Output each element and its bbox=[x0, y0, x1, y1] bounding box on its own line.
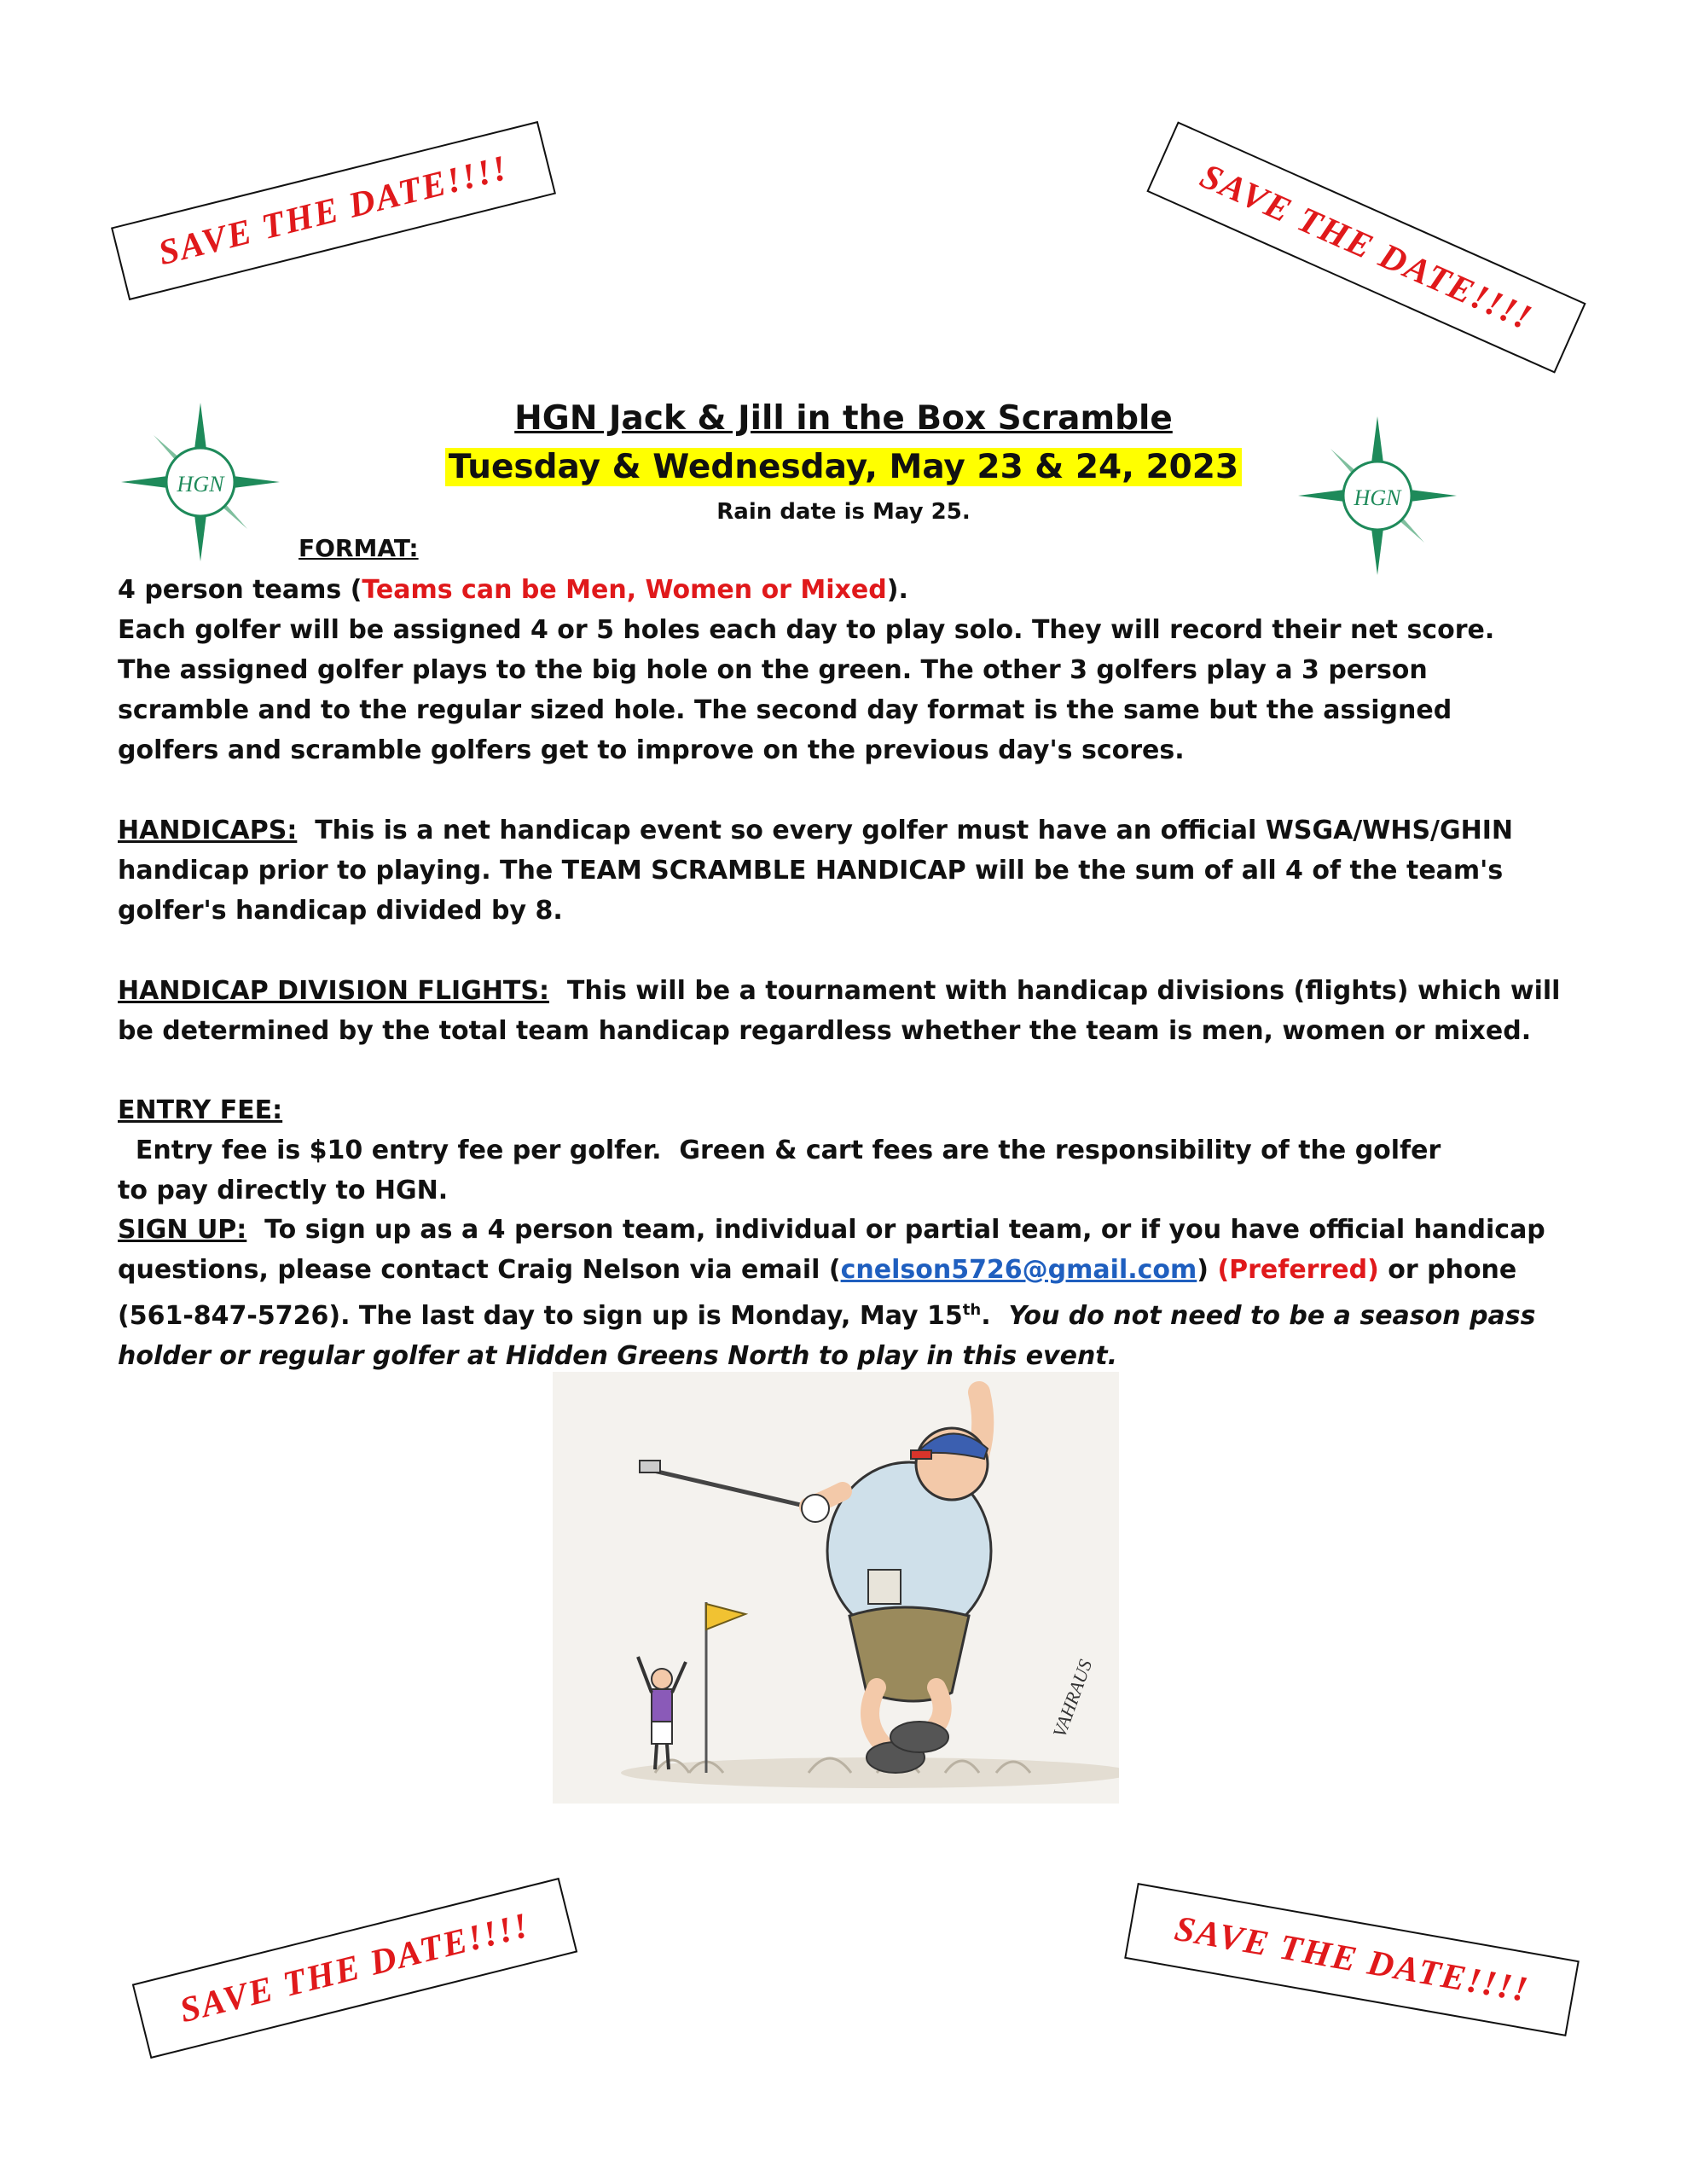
email-link[interactable]: cnelson5726@gmail.com bbox=[840, 1255, 1197, 1285]
sign-up-line-2 bbox=[118, 1250, 1585, 1290]
format-line-3: scramble and to the regular sized hole. The second day format is the same but the assigned bbox=[118, 695, 1452, 725]
sign-up-text-3-end: . bbox=[981, 1301, 1009, 1331]
season-pass-note-1: You do not need to be a season pass bbox=[1008, 1301, 1536, 1331]
sign-up-text-2-end: or phone bbox=[1378, 1255, 1517, 1285]
event-dates bbox=[0, 448, 1687, 486]
format-line-2: The assigned golfer plays to the big hole on the green. The other 3 golfers play a 3 person bbox=[118, 655, 1428, 685]
handicaps-text-1: This is a net handicap event so every golfer must have an official WSGA/WHS/GHIN bbox=[297, 816, 1514, 845]
team-suffix: ). bbox=[886, 575, 908, 605]
format-line-1: Each golfer will be assigned 4 or 5 holes each day to play solo. They will record their net score. bbox=[118, 615, 1495, 645]
entry-fee-line-2: to pay directly to HGN. bbox=[118, 1176, 449, 1205]
golfer-cartoon-illustration bbox=[553, 1372, 1119, 1804]
handicaps-line-3: golfer's handicap divided by 8. bbox=[118, 896, 563, 926]
sign-up-line-4 bbox=[118, 1336, 1585, 1376]
team-composition-line bbox=[118, 570, 1585, 610]
hgn-logo-text-right: HGN bbox=[1354, 485, 1401, 510]
season-pass-note-2: holder or regular golfer at Hidden Greens North to play in this event. bbox=[118, 1341, 1118, 1371]
entry-fee-section bbox=[118, 1090, 1585, 1211]
format-line-4: golfers and scramble golfers get to improve on the previous day's scores. bbox=[118, 735, 1185, 765]
flights-text-1: This will be a tournament with handicap divisions (flights) which will bbox=[549, 976, 1561, 1006]
artist-signature: VAHRAUS bbox=[1048, 1656, 1097, 1740]
sign-up-section bbox=[118, 1210, 1585, 1376]
team-prefix: 4 person teams ( bbox=[118, 575, 362, 605]
entry-fee-text-1: Entry fee is $10 entry fee per golfer. Green & cart fees are the responsibility of the golfer bbox=[118, 1136, 1441, 1165]
team-highlight: Teams can be Men, Women or Mixed bbox=[362, 575, 887, 605]
format-label: FORMAT: bbox=[299, 534, 419, 562]
flights-section bbox=[118, 971, 1585, 1051]
save-the-date-stamp-bottom-left: SAVE THE DATE!!!! bbox=[132, 1878, 577, 2059]
handicaps-line-2: handicap prior to playing. The TEAM SCRAMBLE HANDICAP will be the sum of all 4 of the team's bbox=[118, 856, 1504, 886]
sign-up-label: SIGN UP: bbox=[118, 1215, 247, 1245]
entry-fee-line-1 bbox=[118, 1090, 1585, 1170]
rain-date: Rain date is May 25. bbox=[716, 499, 971, 525]
format-section bbox=[118, 570, 1585, 770]
save-the-date-stamp-top-left: SAVE THE DATE!!!! bbox=[111, 121, 556, 300]
page-title: HGN Jack & Jill in the Box Scramble bbox=[514, 399, 1173, 438]
preferred-note: (Preferred) bbox=[1217, 1255, 1379, 1285]
flights-line-1 bbox=[118, 971, 1585, 1011]
save-the-date-stamp-bottom-right: SAVE THE DATE!!!! bbox=[1124, 1883, 1580, 2036]
handicaps-label: HANDICAPS: bbox=[118, 816, 298, 845]
flights-label: HANDICAP DIVISION FLIGHTS: bbox=[118, 976, 550, 1006]
sign-up-line-3 bbox=[118, 1290, 1585, 1336]
handicaps-line-1 bbox=[118, 810, 1585, 851]
sign-up-text-1: To sign up as a 4 person team, individual or partial team, or if you have official handicap bbox=[246, 1215, 1545, 1245]
hgn-logo-text-left: HGN bbox=[177, 472, 224, 497]
sign-up-text-2: questions, please contact Craig Nelson via email ( bbox=[118, 1255, 841, 1285]
entry-fee-label: ENTRY FEE: bbox=[118, 1095, 283, 1125]
event-dates-text: Tuesday & Wednesday, May 23 & 24, 2023 bbox=[445, 448, 1242, 486]
sign-up-text-3: (561-847-5726). The last day to sign up is Monday, May 15 bbox=[118, 1301, 963, 1331]
flights-line-2: be determined by the total team handicap regardless whether the team is men, women or mixed. bbox=[118, 1016, 1532, 1046]
hgn-compass-logo-right bbox=[1296, 415, 1458, 577]
sign-up-line-1 bbox=[118, 1210, 1585, 1250]
email-close: ) bbox=[1197, 1255, 1218, 1285]
handicaps-section bbox=[118, 810, 1585, 931]
ordinal-suffix: th bbox=[962, 1301, 982, 1319]
save-the-date-stamp-top-right: SAVE THE DATE!!!! bbox=[1146, 121, 1586, 373]
